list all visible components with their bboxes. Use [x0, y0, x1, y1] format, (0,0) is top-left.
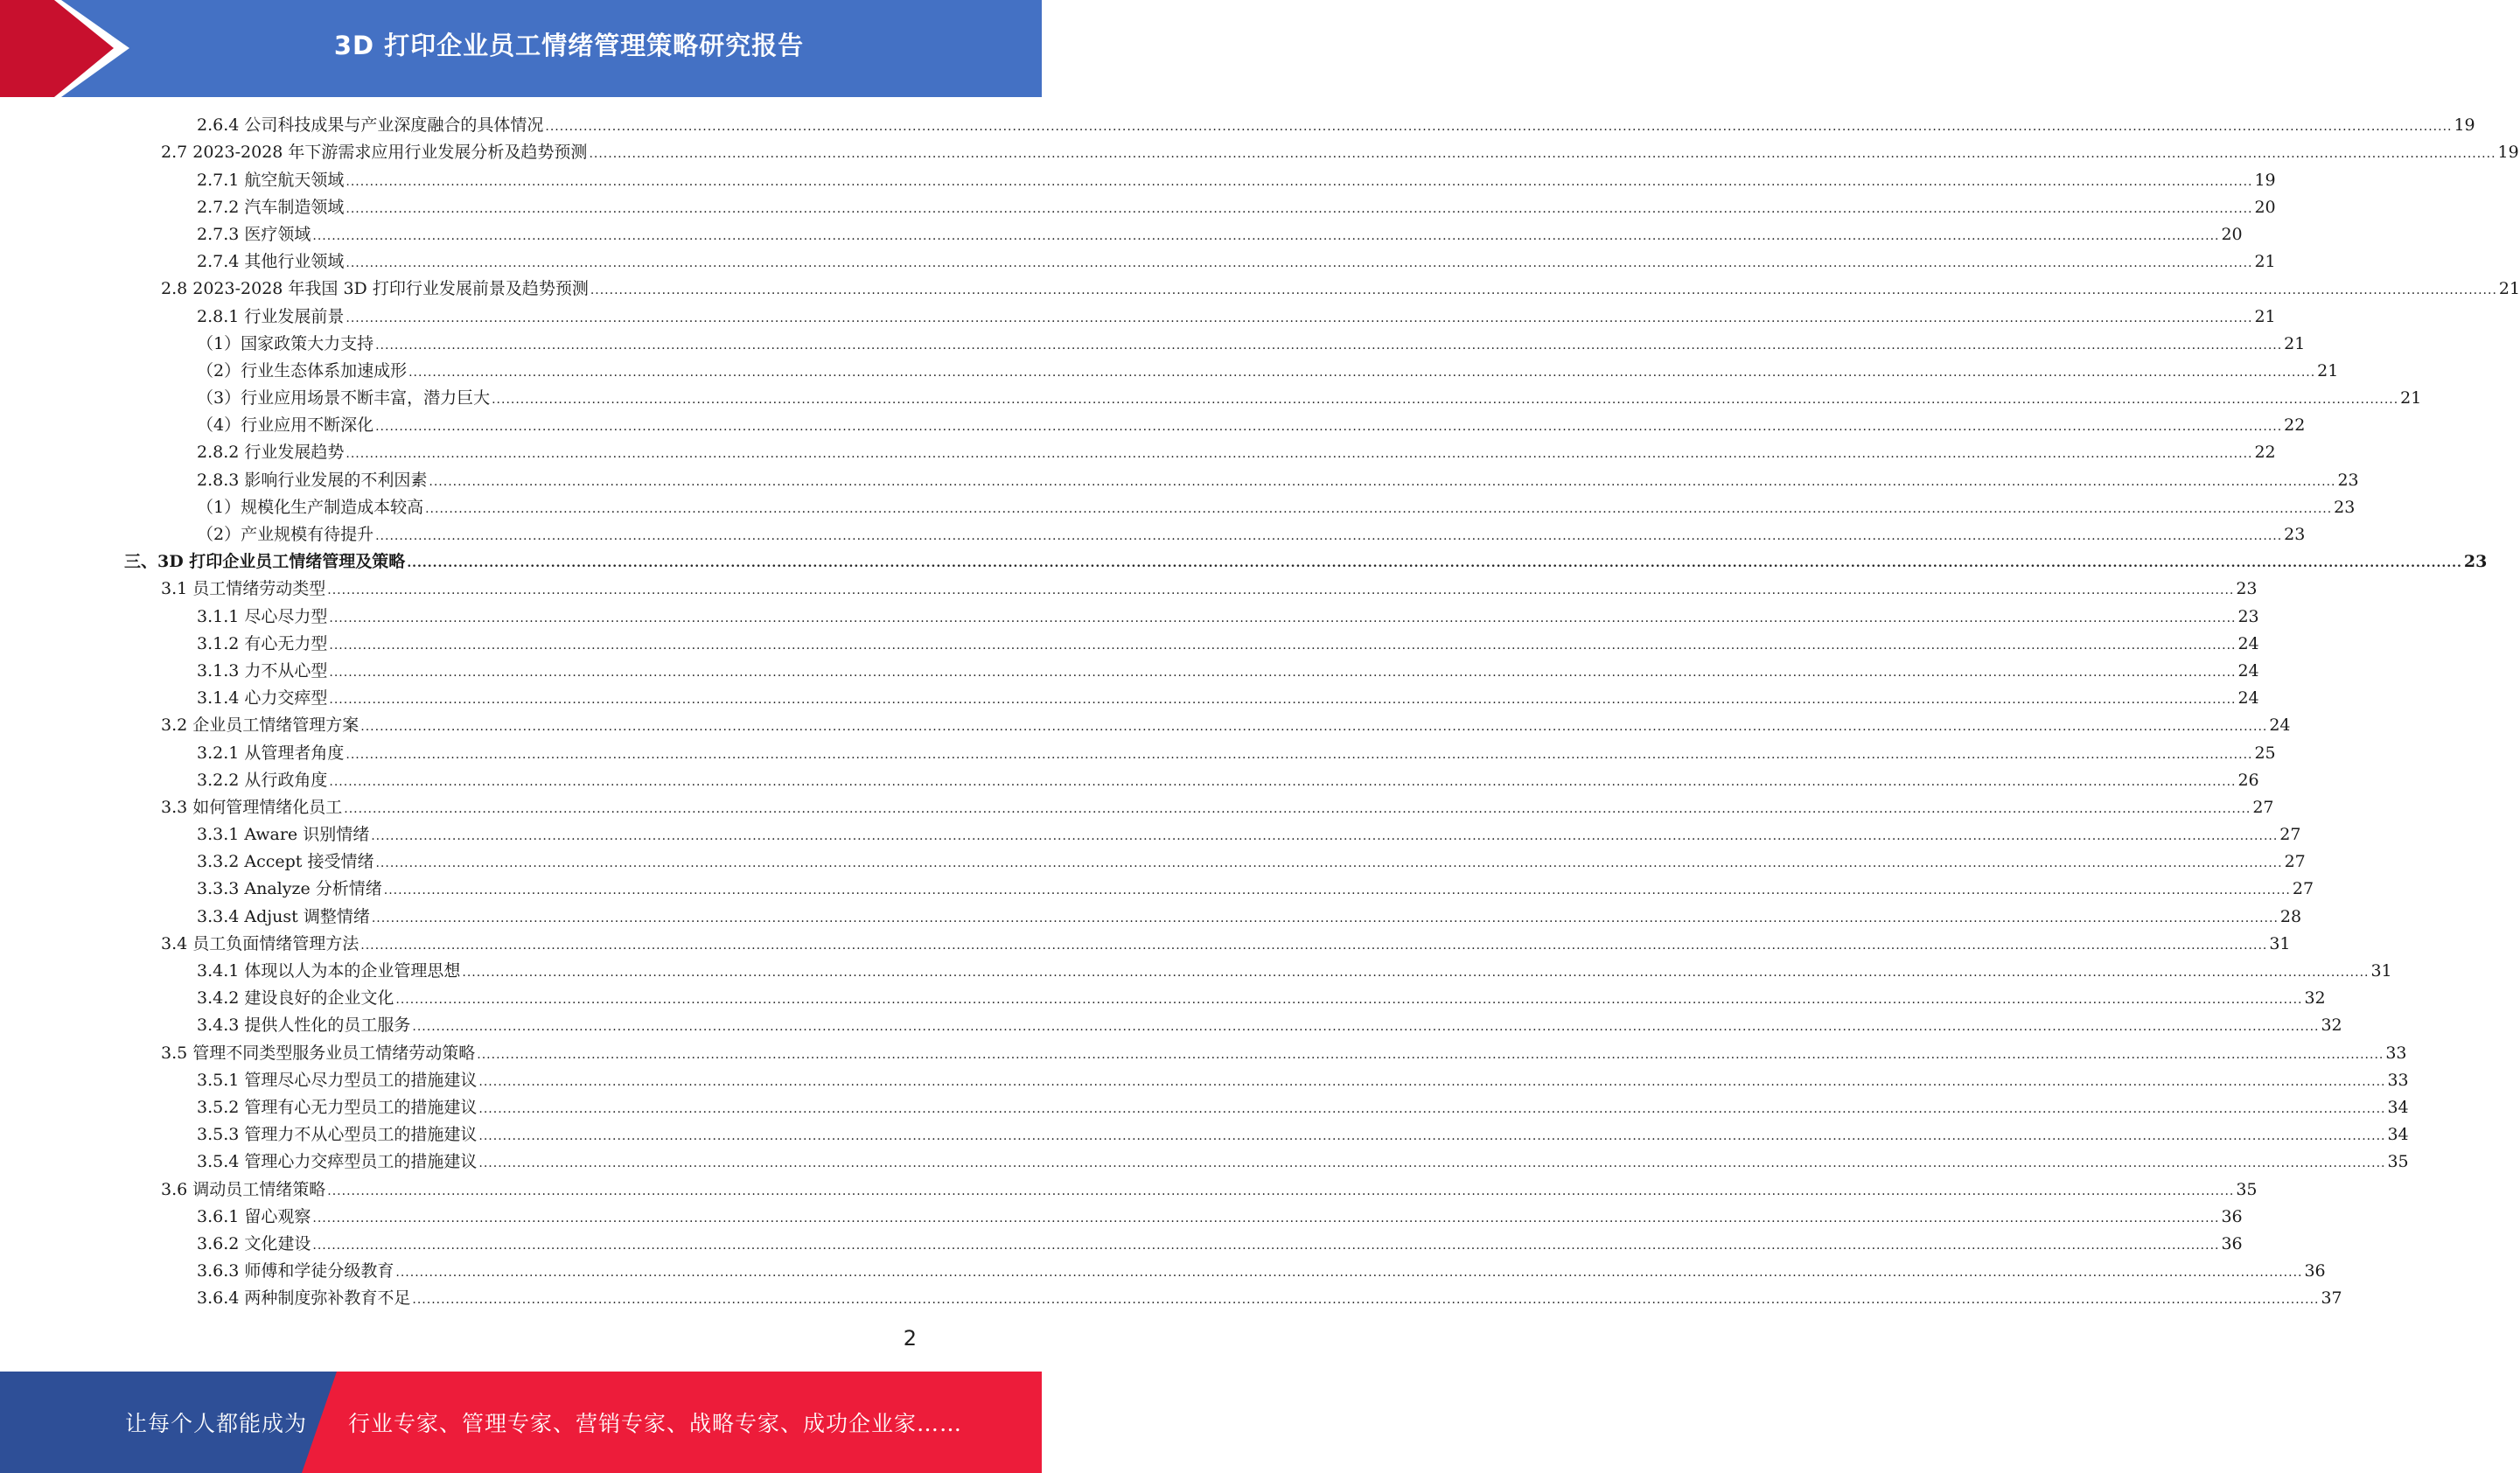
toc-entry[interactable] [0, 902, 2302, 929]
toc-entry[interactable] [0, 1038, 2407, 1065]
toc-entry[interactable] [0, 138, 2519, 165]
toc-dot-leader: ................................................................................................................................................................................................................................................................................................................................................................................................................ [344, 801, 2251, 816]
toc-entry-title: 3.4 员工负面情绪管理方法 [161, 933, 360, 953]
toc-dot-leader: ................................................................................................................................................................................................................................................................................................................................................................................................................ [395, 1266, 2303, 1281]
toc-entry[interactable] [0, 820, 2301, 848]
toc-entry-title: 2.7.1 航空航天领域 [197, 170, 345, 190]
toc-entry[interactable] [0, 848, 2306, 875]
toc-entry-title: 3.4.1 体现以人为本的企业管理思想 [197, 961, 461, 981]
toc-dot-leader: ................................................................................................................................................................................................................................................................................................................................................................................................................ [478, 1156, 2386, 1171]
toc-entry-page: 22 [2254, 443, 2276, 463]
toc-entry[interactable] [0, 302, 2276, 329]
toc-entry-title: （3）行业应用场景不断丰富，潜力巨大 [197, 388, 491, 408]
toc-entry-page: 32 [2321, 1016, 2342, 1036]
toc-entry-page: 22 [2284, 415, 2306, 436]
toc-entry-title: 2.6.4 公司科技成果与产业深度融合的具体情况 [197, 115, 544, 136]
toc-entry-title: （4）行业应用不断深化 [197, 415, 374, 436]
toc-dot-leader: ................................................................................................................................................................................................................................................................................................................................................................................................................ [408, 365, 2316, 380]
toc-entry-page: 35 [2387, 1152, 2409, 1172]
toc-dot-leader: ................................................................................................................................................................................................................................................................................................................................................................................................................ [312, 1238, 2220, 1253]
toc-entry[interactable] [0, 548, 2488, 575]
toc-dot-leader: ................................................................................................................................................................................................................................................................................................................................................................................................................ [375, 338, 2283, 353]
toc-entry-page: 21 [2254, 306, 2276, 326]
toc-entry-title: 3.1 员工情绪劳动类型 [161, 579, 326, 599]
toc-dot-leader: ................................................................................................................................................................................................................................................................................................................................................................................................................ [425, 501, 2333, 516]
toc-entry-page: 21 [2254, 252, 2276, 272]
toc-entry[interactable] [0, 1230, 2243, 1257]
toc-entry[interactable] [0, 684, 2259, 711]
toc-dot-leader: ................................................................................................................................................................................................................................................................................................................................................................................................................ [492, 393, 2399, 408]
toc-entry[interactable] [0, 411, 2306, 438]
toc-entry-title: （1）规模化生产制造成本较高 [197, 497, 424, 517]
toc-entry-title: 2.7.2 汽车制造领域 [197, 197, 345, 217]
toc-entry-page: 24 [2237, 660, 2259, 681]
toc-dot-leader: ................................................................................................................................................................................................................................................................................................................................................................................................................ [589, 147, 2496, 162]
toc-entry-title: 3.2.2 从行政角度 [197, 770, 328, 790]
toc-entry-page: 36 [2304, 1261, 2326, 1281]
toc-dot-leader: ................................................................................................................................................................................................................................................................................................................................................................................................................ [429, 474, 2336, 489]
toc-entry-page: 28 [2279, 906, 2302, 926]
toc-entry[interactable] [0, 766, 2259, 793]
toc-dot-leader: ................................................................................................................................................................................................................................................................................................................................................................................................................ [375, 529, 2283, 543]
toc-entry[interactable] [0, 520, 2306, 548]
toc-dot-leader: ................................................................................................................................................................................................................................................................................................................................................................................................................ [395, 993, 2303, 1008]
toc-entry-title: 3.6.3 师傅和学徒分级教育 [197, 1261, 394, 1281]
toc-entry-page: 36 [2221, 1206, 2243, 1226]
toc-entry-title: 3.6.4 两种制度弥补教育不足 [197, 1288, 411, 1309]
toc-entry-title: 2.8.1 行业发展前景 [197, 306, 345, 326]
toc-dot-leader: ................................................................................................................................................................................................................................................................................................................................................................................................................ [407, 556, 2462, 571]
toc-dot-leader: ................................................................................................................................................................................................................................................................................................................................................................................................................ [360, 938, 2268, 953]
toc-entry-title: （2）产业规模有待提升 [197, 525, 374, 544]
toc-entry-page: 19 [2254, 170, 2276, 190]
toc-entry-page: 32 [2304, 988, 2326, 1009]
toc-dot-leader: ................................................................................................................................................................................................................................................................................................................................................................................................................ [329, 693, 2237, 708]
toc-entry[interactable] [0, 1120, 2409, 1148]
toc-entry-title: 2.8.3 影响行业发展的不利因素 [197, 470, 428, 490]
page-number: 2 [903, 1326, 917, 1351]
toc-entry-title: 3.5.2 管理有心无力型员工的措施建议 [197, 1097, 478, 1117]
toc-entry[interactable] [0, 1284, 2342, 1311]
toc-dot-leader: ................................................................................................................................................................................................................................................................................................................................................................................................................ [478, 1074, 2386, 1089]
toc-entry[interactable] [0, 193, 2276, 220]
toc-entry[interactable] [0, 984, 2326, 1011]
toc-entry-page: 35 [2236, 1179, 2258, 1199]
table-of-contents [0, 111, 2520, 1311]
toc-dot-leader: ................................................................................................................................................................................................................................................................................................................................................................................................................ [462, 966, 2370, 980]
page-footer [0, 1372, 1042, 1473]
toc-dot-leader: ................................................................................................................................................................................................................................................................................................................................................................................................................ [312, 1211, 2220, 1225]
toc-dot-leader: ................................................................................................................................................................................................................................................................................................................................................................................................................ [412, 1020, 2320, 1035]
toc-entry[interactable] [0, 1203, 2243, 1230]
toc-entry-page: 21 [2284, 333, 2306, 353]
toc-entry[interactable] [0, 1011, 2342, 1038]
toc-entry-page: 27 [2292, 879, 2314, 899]
toc-entry-page: 36 [2221, 1233, 2243, 1253]
toc-entry-page: 34 [2387, 1097, 2409, 1117]
page-header [0, 0, 1042, 97]
toc-entry-title: 3.6 调动员工情绪策略 [161, 1179, 326, 1199]
toc-entry-page: 26 [2237, 770, 2259, 790]
toc-entry-title: 3.2 企业员工情绪管理方案 [161, 716, 360, 736]
toc-entry-title: 3.6.1 留心观察 [197, 1206, 311, 1226]
toc-entry-page: 20 [2221, 224, 2243, 244]
toc-entry[interactable] [0, 1175, 2258, 1202]
toc-entry[interactable] [0, 1148, 2409, 1175]
toc-dot-leader: ................................................................................................................................................................................................................................................................................................................................................................................................................ [383, 883, 2291, 898]
toc-entry-page: 23 [2284, 525, 2306, 544]
toc-entry[interactable] [0, 575, 2258, 602]
toc-dot-leader: ................................................................................................................................................................................................................................................................................................................................................................................................................ [477, 1047, 2384, 1062]
toc-entry-title: 三、3D 打印企业员工情绪管理及策略 [124, 552, 406, 572]
toc-entry-page: 23 [2334, 497, 2356, 517]
toc-entry-page: 31 [2269, 933, 2291, 953]
toc-entry-title: 3.5.1 管理尽心尽力型员工的措施建议 [197, 1070, 478, 1090]
toc-entry-page: 19 [2497, 143, 2519, 163]
toc-entry-page: 31 [2370, 961, 2392, 981]
toc-entry-page: 19 [2454, 115, 2475, 136]
report-title: 3D 打印企业员工情绪管理策略研究报告 [333, 30, 805, 60]
toc-dot-leader: ................................................................................................................................................................................................................................................................................................................................................................................................................ [360, 720, 2268, 735]
toc-dot-leader: ................................................................................................................................................................................................................................................................................................................................................................................................................ [371, 829, 2279, 844]
toc-entry-title: 3.6.2 文化建设 [197, 1233, 311, 1253]
toc-entry[interactable] [0, 357, 2339, 384]
footer-slogan-left: 让每个人都能成为 [125, 1411, 308, 1436]
toc-entry-title: （2）行业生态体系加速成形 [197, 360, 408, 380]
toc-entry-title: 3.3 如何管理情绪化员工 [161, 797, 343, 817]
toc-dot-leader: ................................................................................................................................................................................................................................................................................................................................................................................................................ [329, 638, 2237, 653]
toc-entry-page: 23 [2236, 579, 2258, 599]
toc-entry[interactable] [0, 1257, 2326, 1284]
toc-entry[interactable] [0, 465, 2359, 492]
toc-dot-leader: ................................................................................................................................................................................................................................................................................................................................................................................................................ [329, 611, 2237, 625]
toc-entry-title: 3.4.3 提供人性化的员工服务 [197, 1016, 411, 1036]
toc-entry-title: 3.1.1 尽心尽力型 [197, 606, 328, 626]
toc-entry[interactable] [0, 930, 2291, 957]
toc-entry[interactable] [0, 165, 2276, 192]
toc-entry-title: 2.8.2 行业发展趋势 [197, 443, 345, 463]
footer-slogan-right: 行业专家、管理专家、营销专家、战略专家、成功企业家…… [348, 1411, 963, 1436]
toc-entry-page: 21 [2498, 279, 2520, 299]
toc-entry[interactable] [0, 330, 2306, 357]
toc-dot-leader: ................................................................................................................................................................................................................................................................................................................................................................................................................ [545, 120, 2453, 135]
toc-entry-page: 27 [2284, 852, 2306, 872]
toc-dot-leader: ................................................................................................................................................................................................................................................................................................................................................................................................................ [590, 283, 2497, 298]
toc-entry-page: 27 [2279, 825, 2301, 845]
toc-entry[interactable] [0, 248, 2276, 275]
toc-entry-page: 25 [2254, 743, 2276, 763]
toc-entry[interactable] [0, 493, 2356, 520]
toc-entry-page: 23 [2337, 470, 2359, 490]
toc-dot-leader: ................................................................................................................................................................................................................................................................................................................................................................................................................ [346, 256, 2253, 271]
toc-dot-leader: ................................................................................................................................................................................................................................................................................................................................................................................................................ [346, 747, 2253, 762]
toc-dot-leader: ................................................................................................................................................................................................................................................................................................................................................................................................................ [346, 447, 2253, 462]
toc-entry-title: 3.5.4 管理心力交瘁型员工的措施建议 [197, 1152, 478, 1172]
toc-entry[interactable] [0, 875, 2314, 902]
toc-dot-leader: ................................................................................................................................................................................................................................................................................................................................................................................................................ [478, 1129, 2386, 1144]
toc-dot-leader: ................................................................................................................................................................................................................................................................................................................................................................................................................ [329, 774, 2237, 789]
toc-entry-title: 2.8 2023-2028 年我国 3D 打印行业发展前景及趋势预测 [161, 279, 589, 299]
toc-entry-title: 3.1.4 心力交瘁型 [197, 688, 328, 709]
toc-entry[interactable] [0, 1093, 2409, 1120]
toc-entry[interactable] [0, 793, 2274, 820]
toc-entry[interactable] [0, 275, 2520, 302]
toc-entry[interactable] [0, 384, 2422, 411]
toc-entry-title: 2.7.4 其他行业领域 [197, 252, 345, 272]
toc-dot-leader: ................................................................................................................................................................................................................................................................................................................................................................................................................ [375, 856, 2283, 871]
toc-entry[interactable] [0, 1066, 2409, 1093]
toc-entry-page: 23 [2463, 552, 2488, 572]
toc-entry-title: 3.5 管理不同类型服务业员工情绪劳动策略 [161, 1043, 476, 1063]
toc-entry-page: 24 [2237, 688, 2259, 709]
toc-entry-page: 24 [2269, 716, 2291, 736]
toc-entry-title: 3.3.1 Aware 识别情绪 [197, 825, 370, 845]
toc-entry[interactable] [0, 738, 2276, 765]
toc-entry[interactable] [0, 220, 2243, 248]
toc-entry-title: 3.4.2 建设良好的企业文化 [197, 988, 394, 1009]
toc-dot-leader: ................................................................................................................................................................................................................................................................................................................................................................................................................ [346, 311, 2253, 325]
toc-entry[interactable] [0, 602, 2259, 629]
toc-entry-page: 21 [2317, 360, 2339, 380]
toc-entry-title: 2.7 2023-2028 年下游需求应用行业发展分析及趋势预测 [161, 143, 588, 163]
toc-entry-page: 27 [2252, 797, 2274, 817]
toc-dot-leader: ................................................................................................................................................................................................................................................................................................................................................................................................................ [371, 911, 2279, 925]
toc-entry-title: 3.3.3 Analyze 分析情绪 [197, 879, 382, 899]
toc-entry-title: 3.3.2 Accept 接受情绪 [197, 852, 374, 872]
toc-entry-title: （1）国家政策大力支持 [197, 333, 374, 353]
toc-dot-leader: ................................................................................................................................................................................................................................................................................................................................................................................................................ [312, 228, 2220, 243]
toc-entry-title: 3.2.1 从管理者角度 [197, 743, 345, 763]
toc-entry[interactable] [0, 711, 2291, 738]
toc-entry-title: 3.5.3 管理力不从心型员工的措施建议 [197, 1125, 478, 1145]
toc-dot-leader: ................................................................................................................................................................................................................................................................................................................................................................................................................ [346, 174, 2253, 189]
toc-entry-title: 2.7.3 医疗领域 [197, 224, 311, 244]
toc-dot-leader: ................................................................................................................................................................................................................................................................................................................................................................................................................ [327, 1183, 2235, 1198]
toc-dot-leader: ................................................................................................................................................................................................................................................................................................................................................................................................................ [327, 583, 2235, 598]
toc-dot-leader: ................................................................................................................................................................................................................................................................................................................................................................................................................ [375, 420, 2283, 435]
toc-entry-page: 33 [2387, 1070, 2409, 1090]
toc-entry-page: 21 [2400, 388, 2422, 408]
toc-dot-leader: ................................................................................................................................................................................................................................................................................................................................................................................................................ [329, 665, 2237, 680]
toc-entry[interactable] [0, 657, 2259, 684]
toc-dot-leader: ................................................................................................................................................................................................................................................................................................................................................................................................................ [478, 1101, 2386, 1116]
toc-entry-title: 3.1.3 力不从心型 [197, 660, 328, 681]
toc-entry-title: 3.1.2 有心无力型 [197, 633, 328, 653]
toc-entry-page: 34 [2387, 1125, 2409, 1145]
red-arrow-logo-icon [0, 0, 140, 97]
toc-entry[interactable] [0, 111, 2475, 138]
toc-entry-page: 23 [2237, 606, 2259, 626]
toc-entry[interactable] [0, 630, 2259, 657]
toc-entry-page: 24 [2237, 633, 2259, 653]
toc-dot-leader: ................................................................................................................................................................................................................................................................................................................................................................................................................ [412, 1293, 2320, 1308]
toc-entry-page: 37 [2321, 1288, 2342, 1309]
toc-entry[interactable] [0, 957, 2392, 984]
toc-entry-title: 3.3.4 Adjust 调整情绪 [197, 906, 370, 926]
toc-dot-leader: ................................................................................................................................................................................................................................................................................................................................................................................................................ [346, 201, 2253, 216]
toc-entry[interactable] [0, 438, 2276, 465]
toc-entry-page: 33 [2385, 1043, 2407, 1063]
toc-entry-page: 20 [2254, 197, 2276, 217]
